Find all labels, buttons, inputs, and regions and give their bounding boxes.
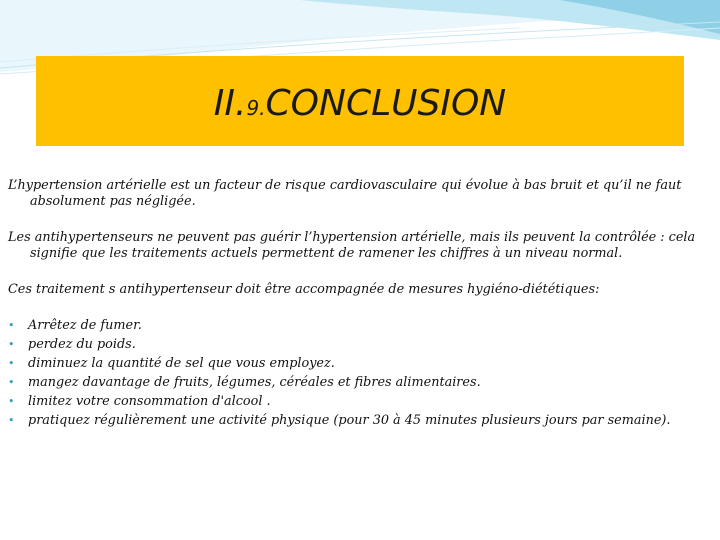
list-item-text: mangez davantage de fruits, légumes, céréales et fibres alimentaires. xyxy=(28,375,481,390)
list-item-text: limitez votre consommation d'alcool . xyxy=(28,394,271,409)
list-item xyxy=(8,354,716,373)
title-prefix: II. xyxy=(213,83,247,124)
page-title xyxy=(0,83,720,124)
slide-body xyxy=(8,178,716,430)
list-item-text: Arrêtez de fumer. xyxy=(28,318,142,333)
bullet-icon: • xyxy=(8,338,15,351)
bullet-list xyxy=(8,316,716,430)
list-item-text: perdez du poids. xyxy=(28,337,136,352)
list-item xyxy=(8,316,716,335)
paragraph-2: Les antihypertenseurs ne peuvent pas guérir l’hypertension artérielle, mais ils peuvent la contrôlée : cela signifie que les traitements actuels permettent de ramener les chiffres à un niveau normal. xyxy=(8,230,696,261)
title-word: CONCLUSION xyxy=(265,83,507,124)
paragraph-1: L’hypertension artérielle est un facteur de risque cardiovasculaire qui évolue à bas bruit et qu’il ne faut absolument pas négligée. xyxy=(8,178,682,209)
bullet-icon: • xyxy=(8,319,15,332)
bullet-icon: • xyxy=(8,376,15,389)
bullet-icon: • xyxy=(8,357,15,370)
list-item xyxy=(8,411,716,430)
list-item-text: diminuez la quantité de sel que vous employez. xyxy=(28,356,335,371)
title-number: 9. xyxy=(246,96,266,120)
list-item xyxy=(8,392,716,411)
list-item-text: pratiquez régulièrement une activité physique (pour 30 à 45 minutes plusieurs jours par semaine). xyxy=(28,413,671,428)
list-item xyxy=(8,335,716,354)
list-item xyxy=(8,373,716,392)
paragraph-3: Ces traitement s antihypertenseur doit être accompagnée de mesures hygiéno-diététiques: xyxy=(8,282,600,297)
bullet-icon: • xyxy=(8,414,15,427)
bullet-icon: • xyxy=(8,395,15,408)
